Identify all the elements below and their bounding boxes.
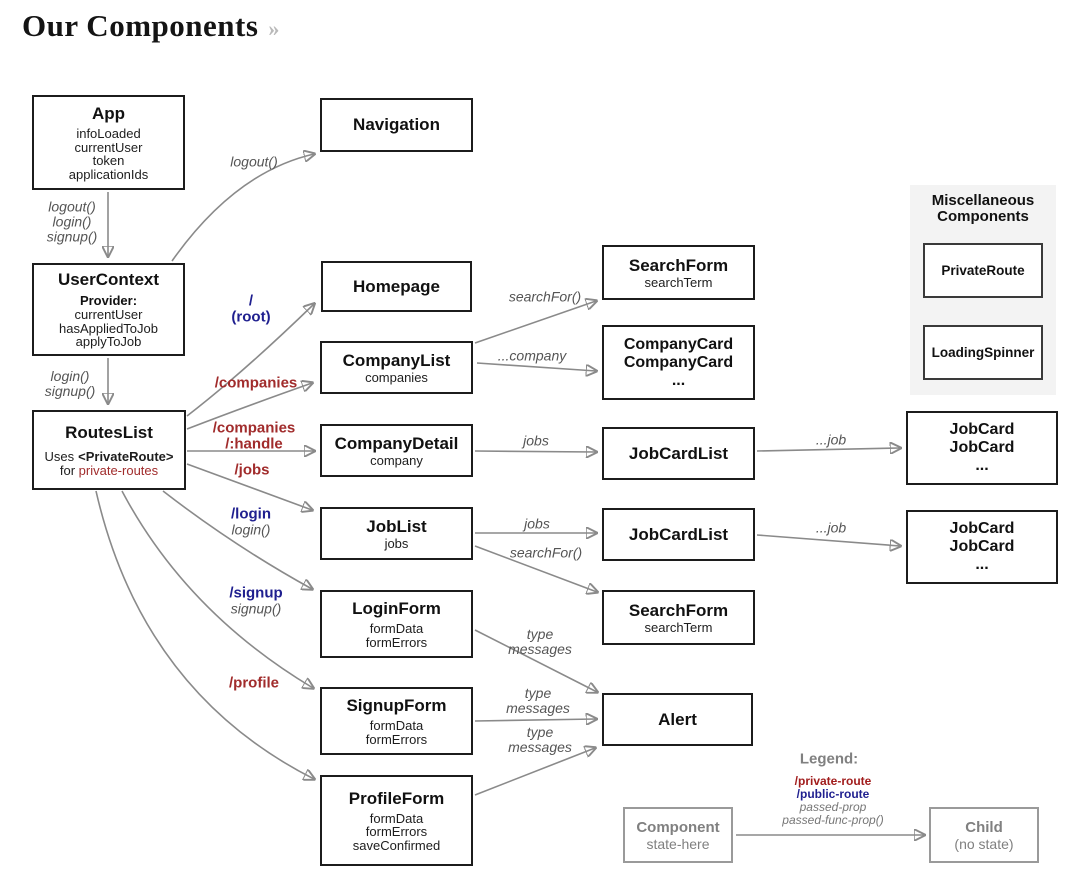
label-route-handle-part: /:handle (225, 435, 283, 452)
jobcard-ellipsis: ... (975, 457, 989, 474)
page-title: Our Components (22, 8, 259, 43)
box-loadingspinner-title: LoadingSpinner (931, 345, 1035, 360)
box-signupform (320, 687, 473, 755)
label-route-jobs: /jobs (234, 461, 270, 479)
label-login-func: login() (231, 521, 271, 538)
box-profileform-title: ProfileForm (348, 788, 445, 808)
label-type-messages-3 (508, 725, 572, 755)
box-companydetail (320, 424, 473, 477)
misc-panel-title: Miscellaneous Components (931, 192, 1035, 225)
legend-child-state: (no state) (954, 835, 1014, 852)
box-app (32, 95, 185, 190)
box-alert (602, 693, 753, 746)
label-messages: messages (508, 739, 572, 755)
label-route-company-handle (213, 421, 296, 452)
label-type-messages-1 (508, 627, 572, 657)
box-companydetail-title: CompanyDetail (334, 433, 459, 453)
legend-passed-func-prop: passed-func-prop() (782, 813, 884, 827)
box-usercontext-state: hasAppliedToJob (58, 320, 159, 336)
label-searchfor-top: searchFor() (508, 288, 582, 305)
box-jobcardlist-1 (602, 427, 755, 480)
box-searchform-top (602, 245, 755, 300)
box-usercontext-state: currentUser (74, 307, 143, 323)
edge-usercontext-to-navigation (172, 154, 314, 261)
label-job-spread: ...job (815, 519, 847, 536)
jobcard-item: JobCard (949, 439, 1015, 456)
box-routeslist (32, 410, 186, 490)
box-profileform-state: formErrors (365, 824, 428, 840)
label-searchfor-bottom: searchFor() (509, 544, 583, 561)
label-jobs-prop: jobs (524, 515, 550, 532)
box-jobcard-2 (906, 510, 1058, 584)
legend-public-route: /public-route (796, 787, 870, 801)
legend-title: Legend: (799, 750, 859, 768)
misc-components-panel (910, 185, 1056, 395)
label-type: type (526, 626, 554, 642)
box-usercontext (32, 263, 185, 356)
label-login-func: login() (52, 213, 92, 230)
box-profileform-state: formData (369, 810, 424, 826)
jobcard-item: JobCard (949, 538, 1015, 555)
box-loginform (320, 590, 473, 658)
label-type-messages-2 (506, 686, 570, 716)
box-profileform-state: saveConfirmed (352, 837, 441, 853)
label-messages: messages (508, 641, 572, 657)
box-signupform-title: SignupForm (346, 696, 447, 715)
edge-routeslist-to-signupform (122, 491, 313, 688)
privateroute-ref: <PrivateRoute> (78, 449, 174, 464)
label-login-func: login() (50, 368, 90, 384)
box-navigation-title: Navigation (353, 115, 440, 134)
edge-signupform-to-alert (475, 719, 596, 721)
box-jobcardlist-2-title: JobCardList (628, 524, 729, 544)
label-route-signup: /signup (229, 584, 283, 602)
box-companylist (320, 341, 473, 394)
box-profileform (320, 775, 473, 866)
box-signupform-state: formData (369, 718, 424, 733)
edge-jobcardlist1-to-jobcard1 (757, 448, 900, 451)
box-joblist-title: JobList (366, 516, 427, 536)
legend-passed-prop: passed-prop (799, 800, 867, 814)
label-signup-func: signup() (230, 600, 282, 617)
box-searchform-top-state: searchTerm (644, 274, 713, 290)
box-searchform-bottom (602, 590, 755, 645)
label-messages: messages (506, 700, 570, 716)
label-company-spread: ...company (497, 347, 567, 364)
heading-anchor-link[interactable]: » (268, 16, 280, 41)
box-companylist-title: CompanyList (342, 350, 451, 370)
label-type: type (526, 724, 554, 740)
box-privateroute-title: PrivateRoute (941, 263, 1025, 278)
box-jobcardlist-2 (602, 508, 755, 561)
box-homepage-title: Homepage (353, 276, 440, 296)
box-loadingspinner (923, 325, 1043, 380)
for-label: for (59, 462, 79, 478)
box-app-state: applicationIds (68, 166, 149, 182)
box-routeslist-uses-line (45, 450, 174, 464)
box-searchform-top-title: SearchForm (628, 255, 729, 275)
box-joblist (320, 507, 473, 560)
box-routeslist-title: RoutesList (65, 423, 153, 442)
edge-companylist-to-companycard (477, 363, 596, 371)
edge-companydetail-to-jobcardlist (475, 451, 596, 452)
legend-component-box (623, 807, 733, 863)
edge-profileform-to-alert (475, 748, 595, 795)
box-usercontext-state: applyToJob (75, 334, 142, 350)
label-usercontext-routeslist-funcs (45, 369, 96, 399)
legend-key (782, 775, 883, 827)
box-app-state: infoLoaded (76, 126, 141, 141)
label-logout-func: logout() (48, 198, 96, 215)
edge-jobcardlist2-to-jobcard2 (757, 535, 900, 546)
label-route-companies-part: /companies (212, 419, 296, 437)
label-signup-func: signup() (46, 228, 98, 245)
label-app-usercontext-funcs (47, 200, 98, 245)
legend-child-box (929, 807, 1039, 863)
box-searchform-bottom-state: searchTerm (644, 619, 713, 635)
private-routes-label: private-routes (78, 462, 159, 478)
label-jobs-prop: jobs (523, 432, 549, 449)
box-app-state: currentUser (74, 139, 143, 155)
companycard-item: CompanyCard (623, 353, 734, 371)
box-loginform-state: formErrors (365, 634, 428, 650)
edge-routeslist-to-profileform (96, 491, 314, 779)
label-signup-func: signup() (44, 383, 96, 399)
label-route-root-slash: / (248, 292, 254, 310)
box-app-title: App (91, 104, 126, 123)
box-navigation (320, 98, 473, 152)
edge-companylist-to-searchform (475, 301, 596, 343)
box-usercontext-title: UserContext (57, 270, 160, 290)
label-route-root (231, 294, 270, 325)
box-jobcardlist-1-title: JobCardList (628, 443, 729, 463)
label-job-spread: ...job (815, 431, 847, 448)
box-loginform-state: formData (369, 621, 424, 636)
label-type: type (524, 685, 552, 701)
label-route-profile: /profile (228, 674, 280, 692)
companycard-ellipsis: ... (671, 371, 686, 389)
box-companylist-state: companies (365, 369, 428, 385)
box-app-state: token (92, 153, 125, 168)
box-companydetail-state: company (370, 452, 423, 468)
legend-private-route: /private-route (794, 774, 872, 788)
label-route-login: /login (231, 505, 271, 523)
box-routeslist-for-line (45, 464, 174, 478)
box-searchform-bottom-title: SearchForm (628, 600, 729, 620)
label-logout-to-navigation: logout() (230, 153, 278, 170)
legend-component-title: Component (636, 818, 720, 836)
box-signupform-state: formErrors (365, 731, 428, 747)
box-privateroute (923, 243, 1043, 298)
box-jobcard-1 (906, 411, 1058, 485)
legend-component-state: state-here (646, 835, 710, 852)
box-usercontext-provider-label: Provider: (79, 293, 138, 309)
box-alert-title: Alert (658, 709, 697, 729)
legend-child-title: Child (965, 818, 1003, 836)
box-joblist-state: jobs (384, 535, 409, 551)
label-route-root-name: (root) (231, 308, 271, 325)
uses-label: Uses (44, 449, 75, 464)
label-route-companies: /companies (214, 374, 298, 392)
companycard-item: CompanyCard (623, 335, 734, 353)
box-companycard (602, 325, 755, 400)
jobcard-ellipsis: ... (975, 556, 989, 573)
jobcard-item: JobCard (949, 421, 1015, 438)
box-homepage (321, 261, 472, 312)
box-loginform-title: LoginForm (352, 599, 441, 618)
jobcard-item: JobCard (949, 520, 1015, 537)
